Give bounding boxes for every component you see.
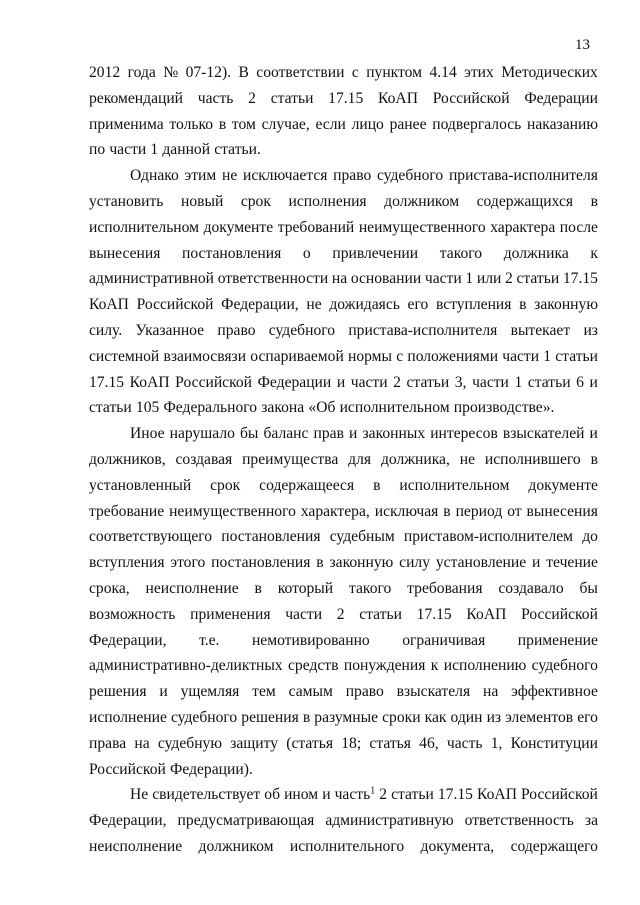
text-line: Федерации, предусматривающая административную ответственность за xyxy=(89,812,598,830)
text-line: силу. Указанное право судебного пристава-исполнителя вытекает из xyxy=(89,321,598,339)
text-line: права на судебную защиту (статья 18; статья 46, часть 1, Конституции xyxy=(89,734,598,752)
text-line: Иное нарушало бы баланс прав и законных интересов взыскателей и xyxy=(130,425,598,443)
text-line: вынесения постановления о привлечении такого должника к xyxy=(89,244,598,262)
text-line: Федерации, т.е. немотивированно ограничивая применение xyxy=(89,631,598,649)
text-line: должников, создавая преимущества для должника, не исполнившего в xyxy=(89,450,598,468)
text-line: требование неимущественного характера, исключая в период от вынесения xyxy=(89,502,598,520)
text-line: Российской Федерации). xyxy=(89,760,253,778)
text-line: системной взаимосвязи оспариваемой нормы с положениями части 1 статьи xyxy=(89,347,598,365)
page-number: 13 xyxy=(575,37,590,53)
text-line: применима только в том случае, если лицо ранее подвергалось наказанию xyxy=(89,115,598,133)
text-line: вступления этого постановления в законную силу установление и течение xyxy=(89,554,598,572)
text-line: административно-деликтных средств понуждения к исполнению судебного xyxy=(89,657,598,675)
text-line: 2012 года № 07-12). В соответствии с пунктом 4.14 этих Методических xyxy=(89,64,598,81)
text-line: Не свидетельствует об ином и часть$^1$ 2 статьи 17.15 КоАП Российской xyxy=(130,785,598,804)
text-line: установить новый срок исполнения должником содержащихся в xyxy=(89,192,598,210)
text-line: решения и ущемляя тем самым право взыскателя на эффективное xyxy=(89,683,598,701)
text-line: исполнение судебного решения в разумные сроки как один из элементов его xyxy=(89,708,598,726)
text-line: КоАП Российской Федерации, не дожидаясь его вступления в законную xyxy=(89,296,598,314)
text-line: соответствующего постановления судебным приставом-исполнителем до xyxy=(89,528,598,546)
document-body xyxy=(89,60,598,860)
text-line: срока, неисполнение в который такого требования создавало бы xyxy=(89,579,598,597)
text-line: неисполнение должником исполнительного документа, содержащего xyxy=(89,837,598,855)
text-line: Однако этим не исключается право судебного пристава-исполнителя xyxy=(130,167,598,185)
text-line: исполнительном документе требований неимущественного характера после xyxy=(89,218,598,236)
superscript: 1 xyxy=(370,785,376,797)
text-line: возможность применения части 2 статьи 17.15 КоАП Российской xyxy=(89,605,598,623)
text-line: рекомендаций часть 2 статьи 17.15 КоАП Российской Федерации xyxy=(89,89,598,107)
text-line: 17.15 КоАП Российской Федерации и части 2 статьи 3, части 1 статьи 6 и xyxy=(89,373,598,391)
text-line: административной ответственности на основании части 1 или 2 статьи 17.15 xyxy=(89,270,598,288)
text-line: статьи 105 Федерального закона «Об исполнительном производстве». xyxy=(89,399,555,417)
text-line: по части 1 данной статьи. xyxy=(89,141,261,159)
text-line: установленный срок содержащееся в исполнительном документе xyxy=(89,476,598,494)
